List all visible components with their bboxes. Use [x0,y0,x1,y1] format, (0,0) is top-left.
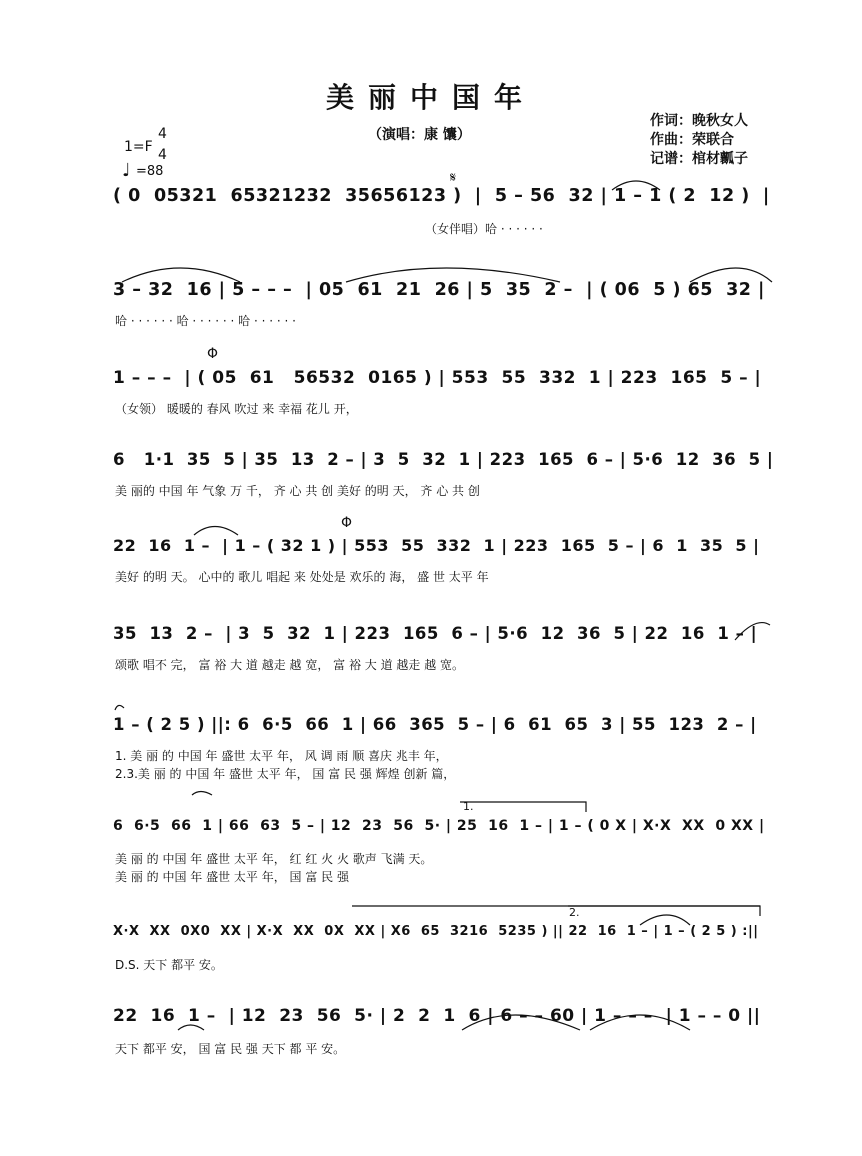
tempo-marking: =88 [136,164,164,179]
score-line-10 [113,1006,775,1066]
notes: 3 – 32 16 | 5 – – – | 05 61 21 26 | 5 35 2 – | ( 06 5 ) 65 32 | [113,280,765,300]
coda-mark: Φ [207,346,219,362]
notes: 1 – – – | ( 05 61 56532 0165 ) | 553 55 332 1 | 223 165 5 – | [113,368,762,388]
lyrics: （女领） 暖暖的 春风 吹过 来 幸福 花儿 开， [115,402,358,416]
lyrics: （女伴唱）哈 · · · · · · [425,222,543,236]
composer-credit: 作曲：荣联合 [650,132,734,148]
quarter-note-icon: ♩ [122,160,131,181]
second-ending-label: 2. [569,906,580,919]
lyrics-verse-1: 1. 美 丽 的 中国 年 盛世 太平 年， 风 调 雨 顺 喜庆 兆丰 年， [115,749,448,763]
key-signature: 1=F [124,139,153,155]
lyrics-verse-2: 美 丽 的 中国 年 盛世 太平 年， 国 富 民 强 [115,870,349,884]
time-signature-top: 4 [158,126,167,142]
lyrics: 哈 · · · · · · 哈 · · · · · · 哈 · · · · · · [115,314,296,328]
score-line-4 [113,450,775,510]
notes: 35 13 2 – | 3 5 32 1 | 223 165 6 – | 5·6 12 36 5 | 22 16 1 – | [113,624,758,643]
notes: 6 6·5 66 1 | 66 63 5 – | 12 23 56 5· | 25 16 1 – | 1 – ( 0 X | X·X XX 0 XX | [113,818,765,834]
notes: 6 1·1 35 5 | 35 13 2 – | 3 5 32 1 | 223 165 6 – | 5·6 12 36 5 | [113,450,774,469]
first-ending-label: 1. [463,800,474,813]
score-line-7 [113,715,775,785]
score-line-3 [113,368,775,428]
score-line-1 [113,186,775,246]
notes: 1 – ( 2 5 ) ||: 6 6·5 66 1 | 66 365 5 – | 6 61 65 3 | 55 123 2 – | [113,715,757,734]
lyrics: 天下 都平 安， 国 富 民 强 天下 都 平 安。 [115,1042,346,1056]
lyrics-verse-2: 2.3.美 丽 的 中国 年 盛世 太平 年， 国 富 民 强 辉煌 创新 篇， [115,767,456,781]
notes: 22 16 1 – | 12 23 56 5· | 2 2 1 6 | 6 – – 60 | 1 – – – | 1 – – 0 || [113,1006,761,1026]
lyrics: 美好 的明 天。 心中的 歌儿 唱起 来 处处是 欢乐的 海， 盛 世 太平 年 [115,570,489,584]
lyrics: D.S. 天下 都平 安。 [115,958,223,972]
score-line-5 [113,536,775,596]
score-line-2 [113,280,775,340]
score-line-6 [113,624,775,684]
transcriber-credit: 记谱：棺材瓤子 [650,151,748,167]
lyrics: 颂歌 唱不 完， 富 裕 大 道 越走 越 宽， 富 裕 大 道 越走 越 宽。 [115,658,465,672]
segno-mark: 𝄋 [450,170,457,186]
notes: ( 0 05321 65321232 35656123 ) | 5 – 56 32 | 1 – 1 ( 2 12 ) | [113,186,770,206]
singer-credit: （演唱：康 馕） [368,127,471,143]
lyrics-verse-1: 美 丽 的 中国 年 盛世 太平 年， 红 红 火 火 歌声 飞满 天。 [115,852,433,866]
notes: X·X XX 0X0 XX | X·X XX 0X XX | X6 65 3216 5235 ) || 22 16 1 – | 1 – ( 2 5 ) :|| [113,924,759,939]
coda-mark-2: Φ [341,515,353,531]
time-signature-bottom: 4 [158,147,167,163]
score-line-8 [113,818,775,888]
lyrics: 美 丽的 中国 年 气象 万 千， 齐 心 共 创 美好 的明 天， 齐 心 共 创 [115,484,480,498]
lyricist-credit: 作词：晚秋女人 [650,113,748,129]
score-line-9 [113,924,775,984]
notes: 22 16 1 – | 1 – ( 32 1 ) | 553 55 332 1 | 223 165 5 – | 6 1 35 5 | [113,536,760,555]
song-title: 美丽中国年 [325,81,536,114]
